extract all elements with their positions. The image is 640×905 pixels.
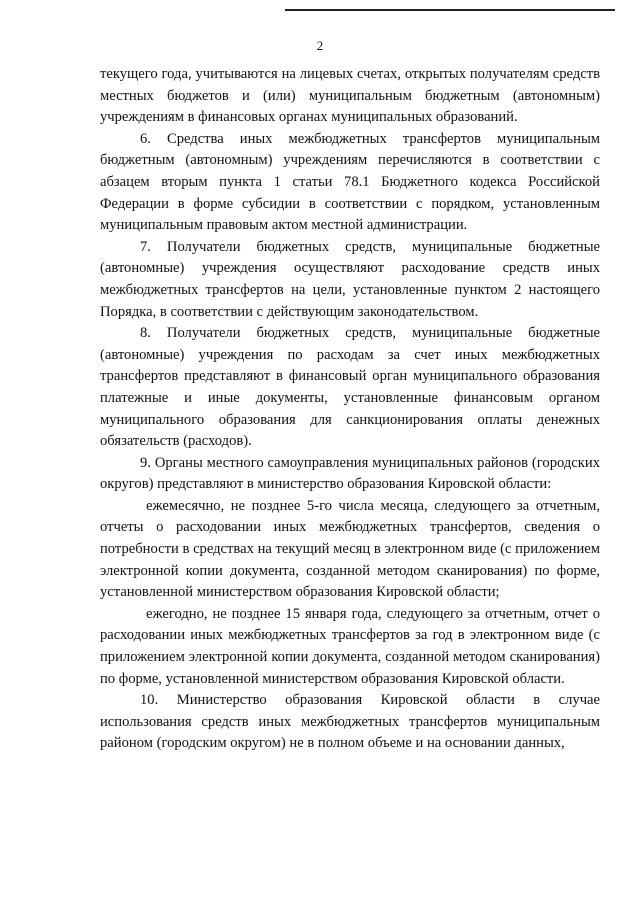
paragraph-6: 6. Средства иных межбюджетных трансфертов муниципальным бюджетным (автономным) учреждениям перечисляются в соответствии с абзацем вторым пункта 1 статьи 78.1 Бюджетного кодекса Российской Федерации в форме субсидии в соответствии с порядком, установленным муниципальным правовым актом местной администрации.: [100, 130, 600, 234]
paragraph-8: 8. Получатели бюджетных средств, муниципальные бюджетные (автономные) учреждения по расходам за счет иных межбюджетных трансфертов представляют в финансовый орган муниципального образования платежные и иные документы, установленные финансовым органом муниципального образования для санкционирования оплаты денежных обязательств (расходов).: [100, 325, 600, 450]
paragraph-continuation: текущего года, учитываются на лицевых счетах, открытых получателям средств местных бюджетов и (или) муниципальным бюджетным (автономным) учреждениям в финансовых органах муниципальных образований.: [100, 66, 600, 126]
page-number: 2: [316, 38, 324, 53]
paragraph-annual-report: ежегодно, не позднее 15 января года, следующего за отчетным, отчет о расходовании иных межбюджетных трансфертов за год в электронном виде (с приложением электронной копии документа, созданной методом сканирования) по форме, установленной министерством образования Кировской области.: [100, 605, 600, 687]
paragraph-7: 7. Получатели бюджетных средств, муниципальные бюджетные (автономные) учреждения осуществляют расходование средств иных межбюджетных трансфертов на цели, установленные пунктом 2 настоящего Порядка, в соответствии с действующим законодательством.: [100, 238, 600, 320]
document-body: [100, 64, 600, 755]
paragraph-9: 9. Органы местного самоуправления муниципальных районов (городских округов) представляют в министерство образования Кировской области:: [100, 454, 600, 493]
paragraph-monthly-report: ежемесячно, не позднее 5-го числа месяца, следующего за отчетным, отчеты о расходовании иных межбюджетных трансфертов, сведения о потребности в средствах на текущий месяц в электронном виде (с приложением электронной копии документа, созданной методом сканирования) по форме, установленной министерством образования Кировской области;: [100, 497, 600, 601]
paragraph-10: 10. Министерство образования Кировской области в случае использования средств иных межбюджетных трансфертов муниципальным районом (городским округом) не в полном объеме и на основании данных,: [100, 692, 600, 752]
top-rule: [285, 9, 615, 11]
